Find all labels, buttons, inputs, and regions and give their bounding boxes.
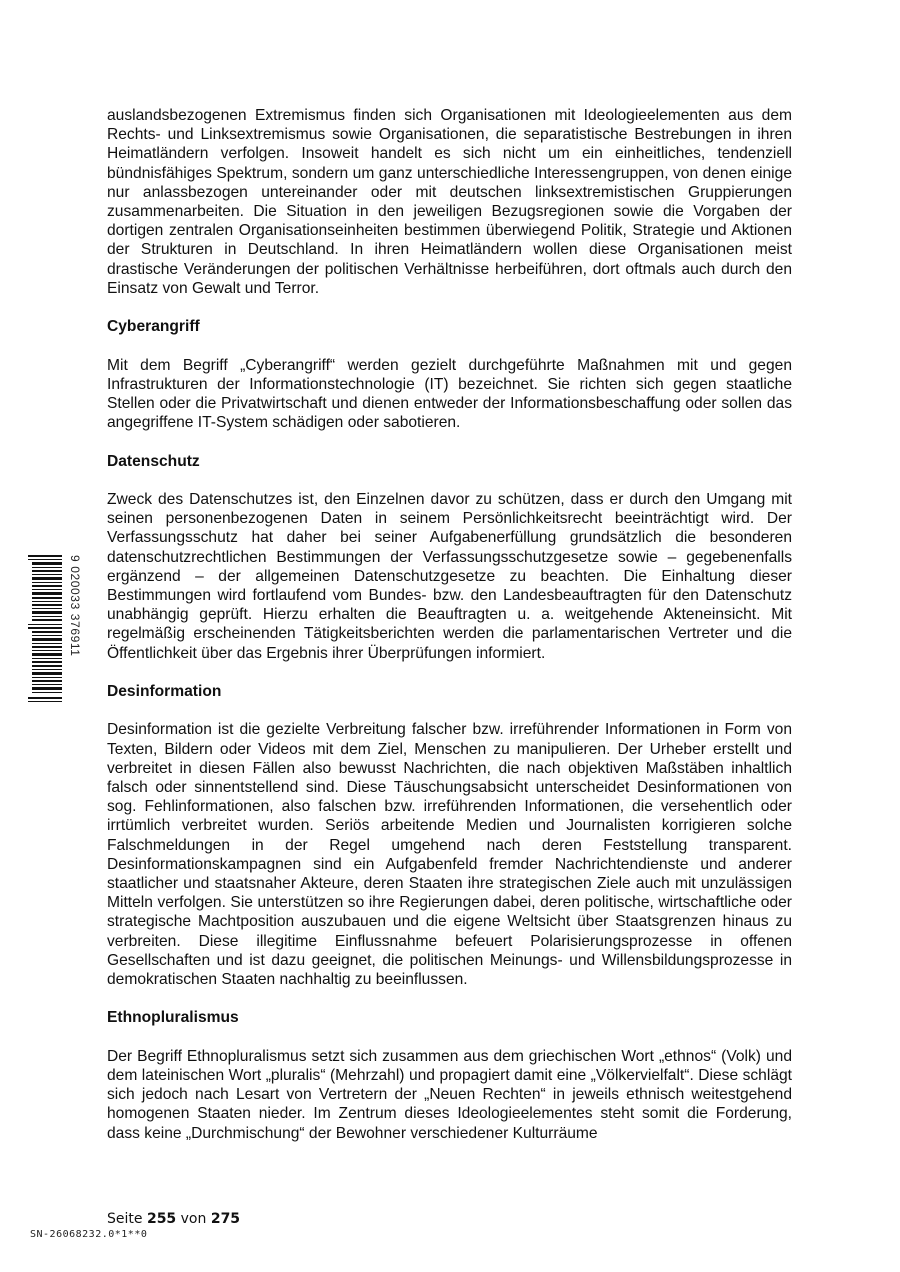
heading-ethnopluralismus: Ethnopluralismus [107,1009,239,1027]
page-prefix: Seite [107,1211,143,1227]
page-current: 255 [146,1211,177,1227]
paragraph-desinformation: Desinformation ist die gezielte Verbreitung falscher bzw. irreführender Informationen in Form von Texten, Bildern oder Videos mit dem Ziel, Menschen zu manipulieren. Der Urheber erstellt und verbreitet in diesen Fällen also bewusst Nachrichten, die nach objektiven Maßstäben inhaltlich falsch oder sinnentstellend sind. Diese Täuschungsabsicht unterscheidet Desinformationen von sog. Fehlinformationen, also falschen bzw. irreführenden Informationen, die versehentlich oder irrtümlich verbreitet wurden. Seriös arbeitende Medien und Journalisten korrigieren solche Falschmeldungen in der Regel umgehend nach deren Feststellung transparent. Desinformationskampagnen sind ein Aufgabenfeld fremder Nachrichtendienste und anderer staatlicher und staatsnaher Akteure, deren Staaten ihre strategischen Ziele auch mit unzulässigen Mitteln verfolgen. Sie unterstützen so ihre Regierungen dabei, deren politische, wirtschaftliche oder strategische Machtposition auszubauen und die eigene Weltsicht über Staatsgrenzen hinaus zu verbreiten. Diese illegitime Einflussnahme befeuert Polarisierungsprozesse in offenen Gesellschaften und ist dazu geeignet, die politischen Meinungs- und Willensbildungsprozesse in demokratischen Staaten nachhaltig zu beeinflussen. [107,721,792,989]
heading-desinformation: Desinformation [107,683,222,701]
page-total: 275 [210,1211,241,1227]
heading-cyberangriff: Cyberangriff [107,318,200,336]
page-separator: von [180,1211,207,1227]
document-id: SN-26068232.0*1**0 [30,1229,148,1240]
heading-datenschutz: Datenschutz [107,452,200,470]
barcode-icon [28,555,62,705]
page-footer [107,1210,240,1228]
paragraph-cyberangriff: Mit dem Begriff „Cyberangriff“ werden gezielt durchgeführte Maßnahmen mit und gegen Infrastrukturen der Informationstechnologie (IT) bezeichnet. Sie richten sich gegen staatliche Stellen oder die Privatwirtschaft und dienen entweder der Informationsbeschaffung oder sollen das angegriffene IT-System schädigen oder sabotieren. [107,356,792,432]
paragraph-datenschutz: Zweck des Datenschutzes ist, den Einzelnen davor zu schützen, dass er durch den Umgang mit seinen personenbezogenen Daten in seinem Persönlichkeitsrecht beeinträchtigt wird. Der Verfassungsschutz hat daher bei seiner Aufgabenerfüllung grundsätzlich die besonderen datenschutzrechtlichen Bestimmungen der Verfassungsschutzgesetze sowie – gegebenenfalls ergänzend – der allgemeinen Datenschutzgesetze zu beachten. Die Einhaltung dieser Bestimmungen wird fortlaufend vom Bundes- bzw. den Landesbeauftragten für den Datenschutz unabhängig geprüft. Hierzu erhalten die Beauftragten u. a. weitgehende Akteneinsicht. Mit regelmäßig erscheinenden Tätigkeitsberichten werden die parlamentarischen Vertreter und die Öffentlichkeit über das Ergebnis ihrer Überprüfungen informiert. [107,491,792,662]
barcode-number: 9 020033 376911 [68,555,82,657]
barcode [28,555,82,715]
paragraph-extremism: auslandsbezogenen Extremismus finden sich Organisationen mit Ideologieelementen aus dem Rechts- und Linksextremismus sowie Organisationen, die separatistische Bestrebungen in ihren Heimatländern verfolgen. Insoweit handelt es sich nicht um ein einheitliches, tendenziell bündnisfähiges Spektrum, sondern um ganz unterschiedliche Interessengruppen, von denen einige nur anlassbezogen untereinander oder mit deutschen linksextremistischen Gruppierungen zusammenarbeiten. Die Situation in den jeweiligen Bezugsregionen sowie die Vorgaben der dortigen zentralen Organisationseinheiten bestimmen überwiegend Politik, Strategie und Aktionen der Strukturen in Deutschland. In ihren Heimatländern wollen diese Organisationen meist drastische Veränderungen der politischen Verhältnisse herbeiführen, dort oftmals auch durch den Einsatz von Gewalt und Terror. [107,107,792,297]
paragraph-ethnopluralismus: Der Begriff Ethnopluralismus setzt sich zusammen aus dem griechischen Wort „ethnos“ (Volk) und dem lateinischen Wort „pluralis“ (Mehrzahl) und propagiert damit eine „Völkervielfalt“. Diese schlägt sich jedoch nach Lesart von Vertretern der „Neuen Rechten“ in jeweils ethnisch weitestgehend homogenen Staaten nieder. Im Zentrum dieses Ideologieelementes steht somit die Forderung, dass keine „Durchmischung“ der Bewohner verschiedener Kulturräume [107,1047,792,1142]
document-body [107,106,792,1143]
